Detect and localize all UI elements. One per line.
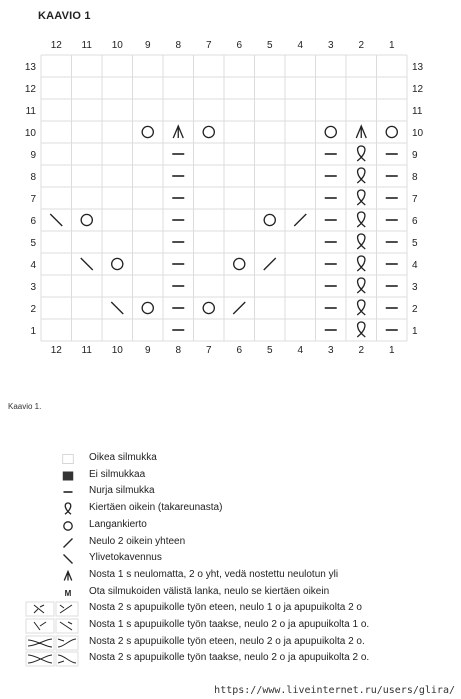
row-number: 13 <box>412 62 424 73</box>
purl-icon <box>56 484 80 500</box>
twisted-knit-symbol <box>357 168 365 183</box>
twisted-knit-symbol <box>357 212 365 227</box>
ssk-symbol <box>81 258 93 270</box>
k2tog-symbol <box>294 214 306 226</box>
cable-2-1-back-icon <box>20 618 80 634</box>
column-number: 6 <box>236 40 243 51</box>
row-number: 11 <box>25 106 36 117</box>
k2tog-symbol <box>233 302 245 314</box>
row-number: 12 <box>24 84 36 95</box>
yarn-over-symbol <box>64 522 72 530</box>
twisted-knit-symbol <box>357 146 365 161</box>
row-number: 1 <box>30 326 36 337</box>
column-number: 4 <box>297 345 304 356</box>
legend-label: Nosta 2 s apupuikolle työn eteen, neulo 1 o ja apupuikolta 2 o <box>89 602 362 614</box>
row-number: 5 <box>30 238 36 249</box>
cable-1-2-front-icon <box>20 601 80 617</box>
legend-label: Oikea silmukka <box>89 452 157 463</box>
legend-label: Nosta 1 s apupuikolle työn taakse, neulo 2 o ja apupuikolta 1 o. <box>89 619 370 630</box>
twisted-knit-symbol <box>357 190 365 205</box>
legend-item-purl <box>0 484 461 500</box>
no-stitch-symbol <box>63 471 74 480</box>
yarn-over-symbol <box>386 126 397 137</box>
legend-item-no-stitch <box>0 468 461 484</box>
column-number: 10 <box>111 40 123 51</box>
column-number: 8 <box>175 345 182 356</box>
legend-label: Ota silmukoiden välistä lanka, neulo se kiertäen oikein <box>89 585 330 597</box>
chart-caption: Kaavio 1. <box>8 402 42 411</box>
column-number: 5 <box>266 40 273 51</box>
chart-title: KAAVIO 1 <box>38 10 91 22</box>
twisted-knit-symbol <box>65 503 71 514</box>
k2tog-symbol <box>264 258 276 270</box>
column-number: 3 <box>327 40 334 51</box>
row-number: 6 <box>412 216 418 227</box>
column-number: 7 <box>205 345 212 356</box>
column-number: 8 <box>175 40 182 51</box>
column-number: 11 <box>81 345 92 356</box>
legend-item-ssk <box>0 551 461 567</box>
row-number: 3 <box>30 282 36 293</box>
legend-label: Langankierto <box>89 518 147 530</box>
twisted-knit-symbol <box>357 234 365 249</box>
column-number: 12 <box>50 40 62 51</box>
central-double-decrease-icon <box>56 568 80 584</box>
k2tog-icon <box>56 535 80 551</box>
row-number: 6 <box>30 216 36 227</box>
legend-item-central-double-decrease <box>0 568 461 584</box>
row-number: 12 <box>412 84 424 95</box>
cable-2-2-front-icon <box>20 635 80 651</box>
knit-symbol <box>63 455 74 464</box>
ssk-icon <box>56 551 80 567</box>
column-number: 5 <box>266 345 273 356</box>
watermark: https://www.liveinternet.ru/users/glira/ <box>214 685 455 696</box>
legend-label: Kiertäen oikein (takareunasta) <box>89 502 223 514</box>
legend-item-knit <box>0 451 461 467</box>
row-number: 2 <box>412 304 418 315</box>
row-number: 4 <box>412 260 418 271</box>
make-one-symbol <box>65 589 72 598</box>
legend-item-cable-2-2-front <box>0 635 461 651</box>
central-double-decrease-symbol <box>64 571 72 580</box>
yarn-over-symbol <box>203 126 214 137</box>
legend-item-yarn-over <box>0 518 461 534</box>
legend-label: Ei silmukkaa <box>89 468 146 480</box>
yarn-over-symbol <box>142 126 153 137</box>
row-number: 10 <box>412 128 424 139</box>
legend-label: Nosta 1 s neulomatta, 2 o yht, vedä nostettu neulotun yli <box>89 568 339 580</box>
yarn-over-symbol <box>81 214 92 225</box>
row-number: 2 <box>30 304 36 315</box>
legend-item-cable-2-2-back <box>0 651 461 667</box>
yarn-over-symbol <box>203 302 214 313</box>
twisted-knit-icon <box>56 501 80 517</box>
column-number: 12 <box>50 345 62 356</box>
knit-icon <box>56 451 80 467</box>
column-number: 9 <box>144 40 151 51</box>
legend-label: Nurja silmukka <box>89 485 155 497</box>
twisted-knit-symbol <box>357 278 365 293</box>
legend-label: Neulo 2 oikein yhteen <box>89 535 186 547</box>
column-number: 4 <box>297 40 304 51</box>
row-number: 8 <box>412 172 418 183</box>
k2tog-symbol <box>64 538 73 547</box>
yarn-over-icon <box>56 518 80 534</box>
row-number: 7 <box>30 194 36 205</box>
yarn-over-symbol <box>264 214 275 225</box>
central-double-decrease-symbol <box>356 126 366 138</box>
ssk-symbol <box>111 302 123 314</box>
chart-grid <box>41 55 407 341</box>
make-one-icon <box>56 585 80 601</box>
cable-2-2-back-icon <box>20 651 80 667</box>
row-number: 3 <box>412 282 418 293</box>
yarn-over-symbol <box>112 258 123 269</box>
legend-label: Ylivetokavennus <box>89 552 162 564</box>
svg-text:M: M <box>64 588 72 598</box>
row-number: 5 <box>412 238 418 249</box>
legend-item-make-one <box>0 585 461 601</box>
column-number: 1 <box>388 40 395 51</box>
legend-item-k2tog <box>0 535 461 551</box>
legend-item-twisted-knit <box>0 501 461 517</box>
twisted-knit-symbol <box>357 322 365 337</box>
column-number: 3 <box>327 345 334 356</box>
column-number: 2 <box>358 40 365 51</box>
row-number: 4 <box>30 260 36 271</box>
twisted-knit-symbol <box>357 256 365 271</box>
row-number: 13 <box>24 62 36 73</box>
row-number: 10 <box>24 128 36 139</box>
legend-label: Nosta 2 s apupuikolle työn eteen, neulo 2 o ja apupuikolta 2 o. <box>89 635 365 647</box>
ssk-symbol <box>50 214 62 226</box>
yarn-over-symbol <box>142 302 153 313</box>
row-number: 7 <box>412 194 418 205</box>
yarn-over-symbol <box>234 258 245 269</box>
column-number: 6 <box>236 345 243 356</box>
column-number: 11 <box>81 40 92 51</box>
ssk-symbol <box>64 555 73 564</box>
central-double-decrease-symbol <box>173 126 183 138</box>
row-number: 1 <box>412 326 418 337</box>
column-number: 7 <box>205 40 212 51</box>
row-number: 11 <box>412 106 423 117</box>
row-number: 9 <box>30 150 36 161</box>
column-number: 1 <box>388 345 395 356</box>
column-number: 9 <box>144 345 151 356</box>
twisted-knit-symbol <box>357 300 365 315</box>
column-number: 10 <box>111 345 123 356</box>
no-stitch-icon <box>56 468 80 484</box>
legend-item-cable-1-2-front <box>0 601 461 617</box>
legend-item-cable-2-1-back <box>0 618 461 634</box>
row-number: 8 <box>30 172 36 183</box>
row-number: 9 <box>412 150 418 161</box>
legend-label: Nosta 2 s apupuikolle työn taakse, neulo 2 o ja apupuikolta 2 o. <box>89 652 370 664</box>
column-number: 2 <box>358 345 365 356</box>
yarn-over-symbol <box>325 126 336 137</box>
